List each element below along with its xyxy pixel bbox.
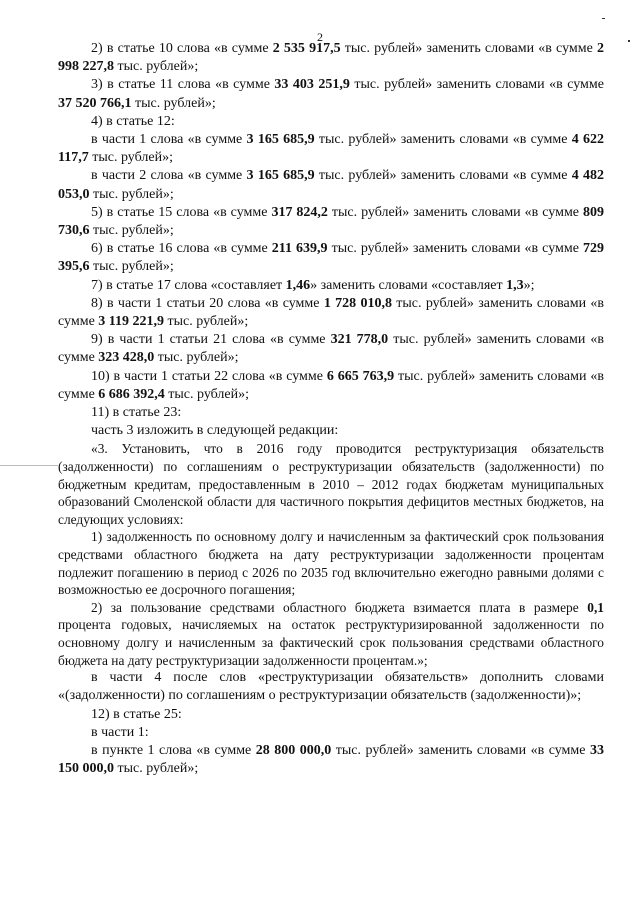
- text-run: 4) в статье 12:: [91, 113, 175, 129]
- bold-value: 323 428,0: [98, 350, 155, 366]
- paragraph: [58, 742, 604, 778]
- bold-value: 6 686 392,4: [98, 386, 165, 402]
- text-run: тыс. рублей» заменить словами «в сумме: [331, 743, 590, 758]
- paragraph: [58, 204, 604, 240]
- text-run: »;: [523, 277, 535, 293]
- paragraph: [58, 131, 604, 167]
- text-run: 5) в статье 15 слова «в сумме: [91, 204, 272, 220]
- paragraph: [58, 331, 604, 367]
- bold-value: 1 728 010,8: [323, 295, 392, 311]
- text-run: тыс. рублей»;: [154, 350, 239, 366]
- bold-value: 809 730,6: [58, 204, 604, 239]
- text-run: тыс. рублей»;: [114, 59, 199, 75]
- text-run: 11) в статье 23:: [91, 405, 182, 421]
- text-run: 6) в статье 16 слова «в сумме: [91, 241, 272, 257]
- bold-value: 33 150 000,0: [58, 743, 604, 777]
- text-run: тыс. рублей»;: [89, 223, 174, 239]
- paragraph: [58, 277, 604, 295]
- bold-value: 1,46: [285, 277, 311, 293]
- text-run: тыс. рублей» заменить словами «в сумме: [349, 77, 604, 93]
- paragraph: [58, 40, 604, 76]
- text-run: 2) в статье 10 слова «в сумме: [91, 41, 273, 56]
- paragraph: [58, 724, 604, 742]
- paragraph: [58, 599, 604, 669]
- bold-value: 4 622 117,7: [58, 132, 604, 166]
- bold-value: 28 800 000,0: [255, 743, 332, 758]
- paragraph: [58, 295, 604, 331]
- bold-value: 3 165 685,9: [246, 168, 315, 184]
- text-run: тыс. рублей» заменить словами «в сумме: [327, 241, 583, 257]
- bold-value: 2 535 917,5: [272, 41, 341, 56]
- scan-mark: [628, 40, 630, 42]
- text-run: тыс. рублей»;: [89, 259, 174, 275]
- bold-value: 2 998 227,8: [58, 41, 604, 75]
- text-run: тыс. рублей»;: [88, 150, 173, 166]
- bold-value: 317 824,2: [271, 204, 328, 220]
- document-body: [58, 40, 604, 778]
- text-run: процента годовых, начисляемых на остаток реструктуризированной задолженности по основному долгу и начисленным за фактический срок пользования средствами областного бюджета на дату реструктуризации задолженности процентам.»;: [58, 617, 604, 668]
- bold-value: 33 403 251,9: [274, 77, 350, 93]
- text-run: 8) в части 1 статьи 20 слова «в сумме: [91, 295, 324, 311]
- paragraph: [58, 240, 604, 276]
- bold-value: 4 482 053,0: [58, 168, 604, 202]
- paragraph: [58, 76, 604, 112]
- text-run: 2) за пользование средствами областного бюджета взимается плата в размере: [91, 599, 588, 615]
- text-run: в пункте 1 слова «в сумме: [91, 743, 256, 758]
- text-run: 1) задолженность по основному долгу и начисленным за фактический срок пользования средствами областного бюджета на дату реструктуризации задолженности процентам подлежит погашению в период с 2026 по 2035 год включительно ежегодно равными долями с возможностью ее досрочного погашения;: [58, 529, 604, 598]
- paragraph: [58, 706, 604, 724]
- text-run: 9) в части 1 статьи 21 слова «в сумме: [91, 332, 331, 348]
- text-run: 10) в части 1 статьи 22 слова «в сумме: [91, 368, 327, 384]
- bold-value: 211 639,9: [271, 241, 328, 257]
- text-run: «3. Установить, что в 2016 году проводится реструктуризация обязательств (задолженности) по соглашениям о реструктуризации обязательств (задолженности) по бюджетным кредитам, предоставленным в 2010 – 2012 годах бюджетам муниципальных образований Смоленской области для частичного покрытия дефицитов местных бюджетов, на следующих условиях:: [58, 441, 604, 527]
- paragraph: [58, 440, 604, 528]
- bold-value: 321 778,0: [330, 332, 389, 348]
- bold-value: 729 395,6: [58, 241, 604, 275]
- bold-value: 1,3: [506, 277, 524, 293]
- text-run: 3) в статье 11 слова «в сумме: [91, 77, 275, 93]
- bold-value: 3 119 221,9: [98, 314, 165, 330]
- paragraph: [58, 368, 604, 404]
- scan-line: [0, 465, 58, 466]
- text-run: тыс. рублей» заменить словами «в сумме: [58, 332, 604, 366]
- paragraph: [58, 422, 604, 440]
- bold-value: 0,1: [587, 599, 604, 615]
- paragraph: [58, 528, 604, 598]
- bold-value: 6 665 763,9: [326, 368, 395, 384]
- text-run: тыс. рублей» заменить словами «в сумме: [58, 368, 604, 402]
- text-run: тыс. рублей»;: [164, 314, 249, 330]
- text-run: » заменить словами «составляет: [310, 277, 507, 293]
- text-run: тыс. рублей» заменить словами «в сумме: [314, 168, 572, 184]
- text-run: тыс. рублей» заменить словами «в сумме: [58, 295, 604, 330]
- text-run: тыс. рублей» заменить словами «в сумме: [340, 41, 597, 56]
- text-run: в части 1 слова «в сумме: [91, 132, 247, 148]
- bold-value: 37 520 766,1: [58, 95, 132, 111]
- text-run: тыс. рублей»;: [114, 761, 199, 777]
- bold-value: 3 165 685,9: [246, 132, 315, 148]
- text-run: в части 2 слова «в сумме: [91, 168, 247, 184]
- text-run: тыс. рублей»;: [131, 95, 216, 111]
- text-run: тыс. рублей» заменить словами «в сумме: [314, 132, 572, 148]
- text-run: в части 4 после слов «реструктуризации обязательств» дополнить словами «(задолженности) по соглашениям о реструктуризации обязательств (задолженности)»;: [58, 670, 604, 704]
- paragraph: [58, 113, 604, 131]
- text-run: тыс. рублей»;: [89, 186, 174, 202]
- page-number: 2: [317, 30, 323, 44]
- text-run: тыс. рублей»;: [164, 386, 250, 402]
- text-run: 12) в статье 25:: [91, 706, 182, 722]
- paragraph: [58, 167, 604, 203]
- paragraph: [58, 404, 604, 422]
- text-run: в части 1:: [91, 724, 149, 740]
- text-run: 7) в статье 17 слова «составляет: [91, 277, 286, 293]
- paragraph: [58, 669, 604, 705]
- text-run: тыс. рублей» заменить словами «в сумме: [327, 204, 583, 220]
- scan-mark: [602, 18, 605, 19]
- text-run: часть 3 изложить в следующей редакции:: [91, 423, 339, 439]
